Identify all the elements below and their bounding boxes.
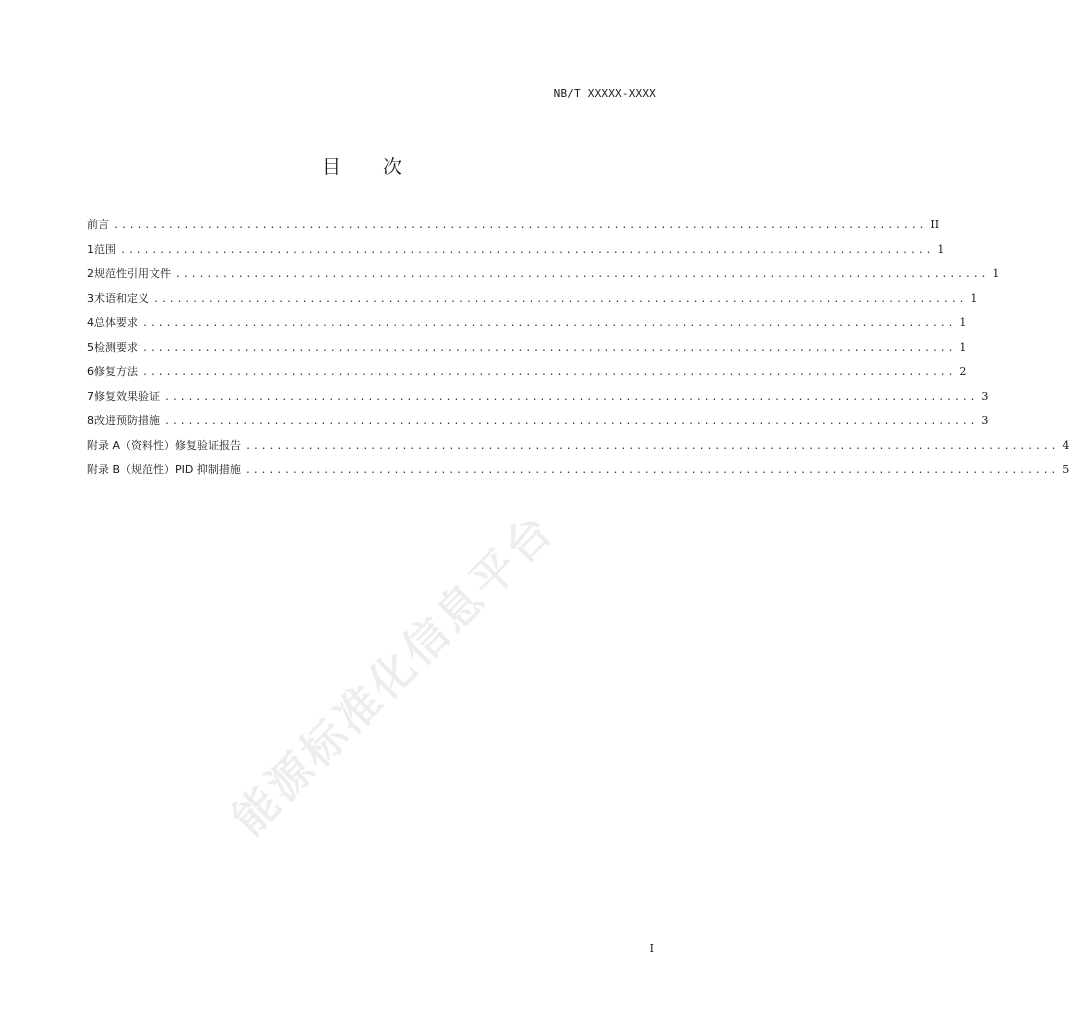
toc-entry-normative-references[interactable] <box>87 265 1000 290</box>
toc-entry-page: 4 <box>1062 438 1069 452</box>
watermark-text: 能源标准化信息平台 <box>223 503 565 846</box>
toc-entry-text: 规范性引用文件 <box>94 267 171 280</box>
toc-title-part2: 次 <box>383 156 403 178</box>
toc-entry-page: 5 <box>1062 463 1069 476</box>
toc-entry-number: 1 <box>87 242 94 256</box>
toc-entry-number: 3 <box>87 291 94 305</box>
toc-entry-page: 1 <box>970 291 978 305</box>
toc-entry-repair-verification[interactable] <box>87 388 989 413</box>
toc-entry-page: 1 <box>992 267 1000 280</box>
toc-entry-page: II <box>930 218 940 231</box>
toc-entry-number: 6 <box>87 365 94 378</box>
toc-leader-dots: ........................................................................................................ <box>153 293 967 305</box>
toc-entry-number: 7 <box>87 389 94 403</box>
toc-entry-number: 8 <box>87 414 94 427</box>
toc-entry-text: 术语和定义 <box>94 291 149 305</box>
toc-leader-dots: ........................................................................................................ <box>164 416 978 427</box>
toc-entry-page: 1 <box>959 316 967 329</box>
toc-entry-subtitle: PID 抑制措施 <box>175 463 241 476</box>
toc-entry-number: 2 <box>87 267 94 280</box>
toc-entry-testing-requirements[interactable] <box>87 339 967 364</box>
toc-entry-preventive-measures[interactable] <box>87 412 989 437</box>
document-code: NB/T XXXXX-XXXX <box>553 87 656 100</box>
toc-entry-text: 检测要求 <box>94 340 138 354</box>
toc-entry-repair-methods[interactable] <box>87 363 967 388</box>
toc-leader-dots: ........................................................................................................ <box>164 391 978 403</box>
toc-entry-scope[interactable] <box>87 241 945 266</box>
toc-entry-foreword[interactable] <box>87 216 940 241</box>
table-of-contents <box>87 216 1069 486</box>
toc-entry-text: 改进预防措施 <box>94 414 160 427</box>
toc-entry-text: 附录 A（资料性） <box>87 438 176 452</box>
toc-entry-terms[interactable] <box>87 290 978 315</box>
toc-leader-dots: ........................................................................................................ <box>142 318 956 329</box>
toc-entry-number: 5 <box>87 340 94 354</box>
toc-leader-dots: ........................................................................................................ <box>175 269 989 280</box>
toc-entry-text: 修复方法 <box>94 365 138 378</box>
toc-entry-text: 总体要求 <box>94 316 138 329</box>
toc-entry-text: 附录 B（规范性） <box>87 463 176 476</box>
toc-entry-text: 修复效果验证 <box>94 389 160 403</box>
page-number: I <box>649 942 654 955</box>
toc-title <box>0 152 724 179</box>
toc-leader-dots: ........................................................................................................ <box>113 220 927 231</box>
toc-leader-dots: ........................................................................................................ <box>245 440 1059 452</box>
toc-entry-text: 前言 <box>87 218 109 231</box>
toc-leader-dots: ........................................................................................................ <box>142 367 956 378</box>
toc-entry-page: 2 <box>959 365 967 378</box>
toc-entry-appendix-b[interactable] <box>87 461 1069 486</box>
toc-entry-general-requirements[interactable] <box>87 314 967 339</box>
toc-leader-dots: ........................................................................................................ <box>142 342 956 354</box>
toc-leader-dots: ........................................................................................................ <box>244 465 1059 476</box>
toc-entry-page: 3 <box>981 389 989 403</box>
toc-entry-page: 1 <box>937 242 945 256</box>
toc-title-part1: 目 <box>321 156 341 178</box>
toc-entry-number: 4 <box>87 316 94 329</box>
toc-entry-page: 1 <box>959 340 967 354</box>
toc-leader-dots: ........................................................................................................ <box>120 244 934 256</box>
toc-entry-text: 范围 <box>94 242 116 256</box>
toc-entry-page: 3 <box>981 414 989 427</box>
toc-entry-appendix-a[interactable] <box>87 437 1069 462</box>
toc-entry-subtitle: 修复验证报告 <box>175 438 242 452</box>
